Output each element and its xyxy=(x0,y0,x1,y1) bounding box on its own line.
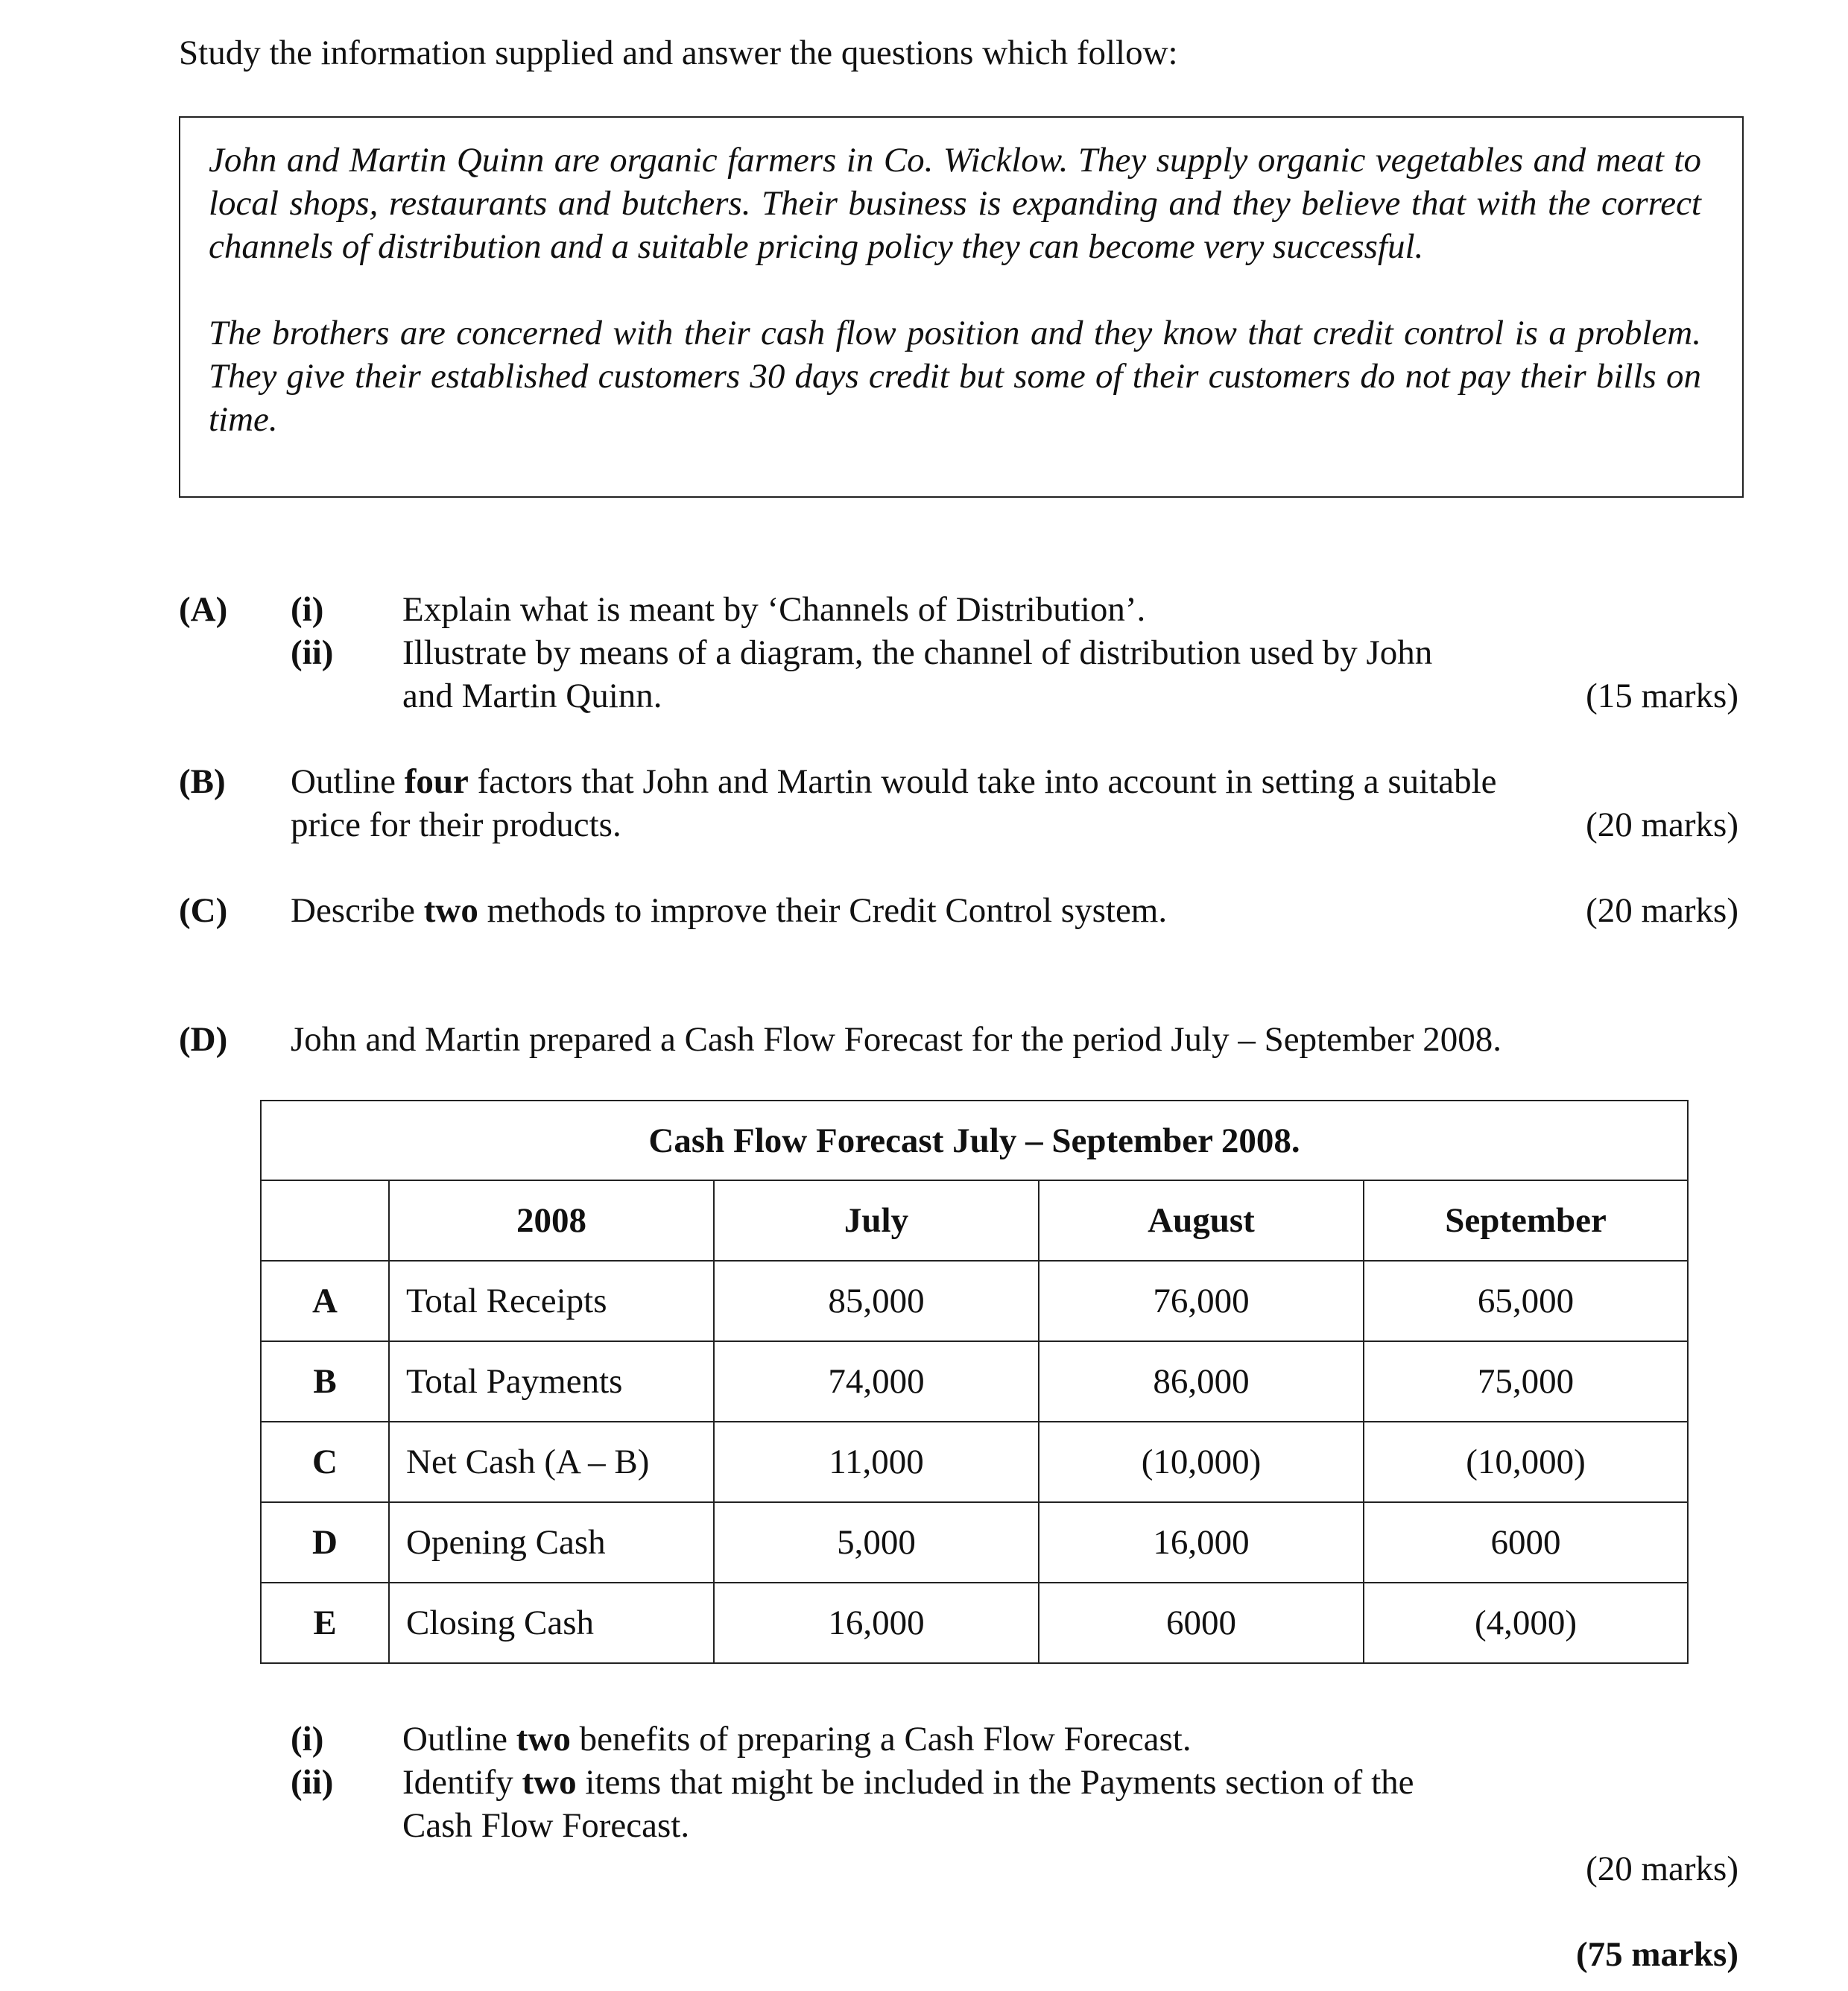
cash-flow-table xyxy=(260,1100,1689,1664)
question-d-part-ii-label: (ii) xyxy=(291,1763,334,1802)
table-cell: 75,000 xyxy=(1364,1341,1688,1422)
question-b-marks: (20 marks) xyxy=(1586,805,1738,844)
question-a-marks: (15 marks) xyxy=(1586,677,1738,715)
table-cell: 11,000 xyxy=(714,1422,1039,1502)
question-b-line2: price for their products. xyxy=(291,805,621,844)
total-marks: (75 marks) xyxy=(1576,1935,1738,1974)
row-label: C xyxy=(261,1422,389,1502)
question-d-label: (D) xyxy=(179,1020,228,1059)
table-cell: (10,000) xyxy=(1039,1422,1364,1502)
question-a-part-ii-line2: and Martin Quinn. xyxy=(402,677,662,715)
table-header-cell: 2008 xyxy=(389,1180,714,1261)
question-d-part-i-label: (i) xyxy=(291,1720,324,1759)
table-header-cell: July xyxy=(714,1180,1039,1261)
question-d-text: John and Martin prepared a Cash Flow Forecast for the period July – September 2008. xyxy=(291,1020,1502,1059)
question-a-part-i-label: (i) xyxy=(291,590,324,629)
table-row xyxy=(261,1261,1688,1341)
table-cell: (10,000) xyxy=(1364,1422,1688,1502)
row-item: Net Cash (A – B) xyxy=(389,1422,714,1502)
intro-text: Study the information supplied and answer the questions which follow: xyxy=(179,34,1178,72)
table-header-row xyxy=(261,1180,1688,1261)
question-c-text: Describe two methods to improve their Credit Control system. xyxy=(291,891,1168,930)
table-cell: 6000 xyxy=(1039,1583,1364,1663)
question-b-emphasis: four xyxy=(404,762,469,801)
table-cell: 74,000 xyxy=(714,1341,1039,1422)
table-row xyxy=(261,1583,1688,1663)
question-d-part-ii-line1: Identify two items that might be included in the Payments section of the xyxy=(402,1763,1414,1802)
table-row xyxy=(261,1422,1688,1502)
table-cell: 86,000 xyxy=(1039,1341,1364,1422)
row-item: Total Payments xyxy=(389,1341,714,1422)
question-d-part-ii-emphasis: two xyxy=(522,1763,577,1802)
question-b-label: (B) xyxy=(179,762,226,801)
question-c-emphasis: two xyxy=(423,891,478,930)
table-title-row xyxy=(261,1101,1688,1180)
table-cell: 6000 xyxy=(1364,1502,1688,1583)
question-d-part-ii-line2: Cash Flow Forecast. xyxy=(402,1806,690,1845)
table-cell: 76,000 xyxy=(1039,1261,1364,1341)
table-cell: 85,000 xyxy=(714,1261,1039,1341)
question-a-label: (A) xyxy=(179,590,228,629)
table-cell: 65,000 xyxy=(1364,1261,1688,1341)
row-item: Total Receipts xyxy=(389,1261,714,1341)
case-paragraph-1: John and Martin Quinn are organic farmers in Co. Wicklow. They supply organic vegetables and meat to local shops, restaurants and butchers. Their business is expanding and they believe that with the correct channels of distribution and a suitable pricing policy they can become very successful. xyxy=(209,141,1701,266)
row-item: Closing Cash xyxy=(389,1583,714,1663)
question-d-part-i-text: Outline two benefits of preparing a Cash Flow Forecast. xyxy=(402,1720,1192,1759)
table-row xyxy=(261,1341,1688,1422)
table-cell: 16,000 xyxy=(714,1583,1039,1663)
question-b-line1: Outline four factors that John and Martin would take into account in setting a suitable xyxy=(291,762,1497,801)
table-title: Cash Flow Forecast July – September 2008. xyxy=(261,1101,1688,1180)
question-a-part-ii-label: (ii) xyxy=(291,633,334,672)
table-header-cell xyxy=(261,1180,389,1261)
row-label: E xyxy=(261,1583,389,1663)
question-c-marks: (20 marks) xyxy=(1586,891,1738,930)
case-paragraph-2: The brothers are concerned with their cash flow position and they know that credit control is a problem. They give their established customers 30 days credit but some of their customers do not pay their bills on time. xyxy=(209,314,1701,439)
row-label: D xyxy=(261,1502,389,1583)
question-d-marks: (20 marks) xyxy=(1586,1849,1738,1888)
case-study-box xyxy=(179,116,1744,498)
question-a-part-i-text: Explain what is meant by ‘Channels of Distribution’. xyxy=(402,590,1146,629)
table-header-cell: August xyxy=(1039,1180,1364,1261)
question-c-label: (C) xyxy=(179,891,228,930)
row-label: B xyxy=(261,1341,389,1422)
row-label: A xyxy=(261,1261,389,1341)
table-cell: 5,000 xyxy=(714,1502,1039,1583)
table-cell: 16,000 xyxy=(1039,1502,1364,1583)
row-item: Opening Cash xyxy=(389,1502,714,1583)
table-row xyxy=(261,1502,1688,1583)
table-header-cell: September xyxy=(1364,1180,1688,1261)
table-cell: (4,000) xyxy=(1364,1583,1688,1663)
question-a-part-ii-line1: Illustrate by means of a diagram, the channel of distribution used by John xyxy=(402,633,1433,672)
question-d-part-i-emphasis: two xyxy=(516,1720,571,1759)
